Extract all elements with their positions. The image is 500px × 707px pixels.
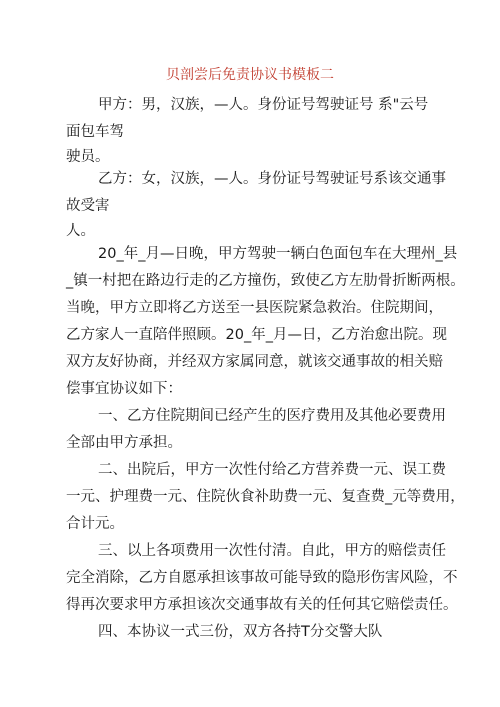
paragraph-line: 20_年_月—日晚，甲方驾驶一辆白色面包车在大理州_县: [98, 246, 458, 262]
paragraph-line: 完全消除，乙方自愿承担该事故可能导致的隐形伤害风险，不: [66, 570, 458, 586]
paragraph-line: 偿事宜协议如下：: [66, 381, 182, 397]
paragraph-line: 全部由甲方承担。: [66, 435, 182, 451]
document-title: 贝剖尝后免责协议书模板二: [166, 67, 334, 83]
paragraph-line: 三、以上各项费用一次性付清。自此，甲方的赔偿责任: [98, 543, 446, 559]
paragraph-line: 一、乙方住院期间已经产生的医疗费用及其他必要费用: [98, 408, 446, 424]
paragraph-line: 双方友好协商，并经双方家属同意，就该交通事故的相关赔: [66, 354, 443, 370]
paragraph-line: 四、本协议一式三份，双方各持T分交警大队: [98, 624, 383, 640]
paragraph-line: 得再次要求甲方承担该次交通事故有关的任何其它赔偿责任。: [66, 597, 458, 613]
paragraph-line: 一元、护理费一元、住院伙食补助费一元、复查费_元等费用，: [66, 489, 465, 505]
paragraph-line: 人。: [66, 223, 95, 239]
paragraph-line: 乙方：女，汉族，—人。身份证号驾驶证号系该交通事: [98, 171, 446, 187]
paragraph-line: 合计元。: [66, 516, 124, 532]
paragraph-line: 当晚，甲方立即将乙方送至一县医院紧急救治。住院期间，: [66, 300, 443, 316]
paragraph-line: 故受害: [66, 198, 110, 214]
paragraph-line: _镇一村把在路边行走的乙方撞伤，致使乙方左肋骨折断两根。: [66, 273, 465, 289]
paragraph-line: 二、出院后，甲方一次性付给乙方营养费一元、误工费: [98, 462, 446, 478]
paragraph-line: 乙方家人一直陪伴照顾。20_年_月—日，乙方治愈出院。现: [66, 327, 447, 343]
paragraph-line: 甲方：男，汉族，—人。身份证号驾驶证号 系"云号: [98, 97, 429, 113]
paragraph-line: 驶员。: [66, 149, 110, 165]
paragraph-line: 面包车驾: [66, 124, 124, 140]
